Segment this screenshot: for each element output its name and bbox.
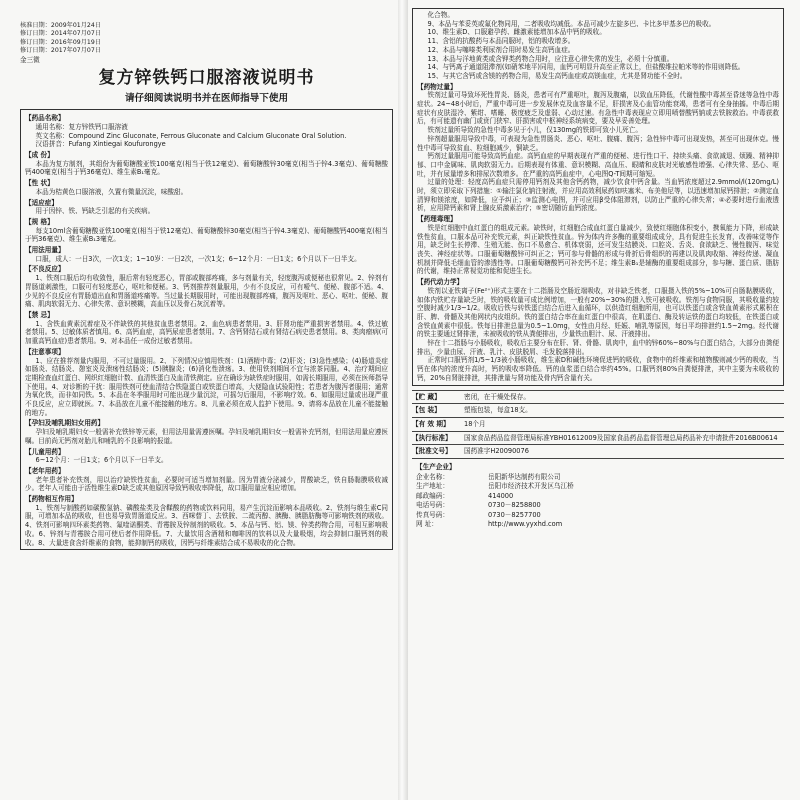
section-paragraph: 铁剂以亚铁离子(Fe²⁺)形式主要在十二指肠及空肠近端吸收，对非缺乏铁者，口服摄入铁的5%~10%可自肠黏膜吸收，如体内铁贮存量缺乏时，铁的吸收量可成比例增加，一般有20%~30%的摄入铁可被吸收。铁剂与食物同服，其吸收量约较空腹时减少1/3~1/2。吸收后铁与转铁蛋白结合后进入血循环，以供造红细胞所用，也可以铁蛋白或含铁血黄素形式累积在肝、脾、骨髓及其他网状内皮组织。铁的蛋白结合率在血红蛋白中很高，在肌蛋白、酶及转运铁的蛋白均较低，在铁蛋白或含铁血黄素中很低。铁每日排泄总量为0.5~1.0mg，女性由月经、妊娠、哺乳等原因，每日平均排泄约1.5~2mg。经代谢的铁主要通过肾排泄，未被吸收的铁从粪便排出，少量铁由胆汁、尿、汗液排出。 xyxy=(417,286,779,339)
meta-row xyxy=(412,418,784,432)
section-title: 【药代动力学】 xyxy=(417,278,464,287)
section-paragraph: 用于因锌、铁、钙缺乏引起的有关疾病。 xyxy=(35,207,155,216)
section-paragraph: 9、本品与苯妥英或氟化物同用，二者吸收均减低。本品可减少左旋多巴、卡比多甲基多巴的吸收。 xyxy=(427,19,716,28)
trademark: 金三微 xyxy=(20,56,40,65)
section-paragraph: 每支10ml含葡萄糖酸亚铁100毫克(相当于铁12毫克)、葡萄糖酸锌30毫克(相当于锌4.3毫克)、葡萄糖酸钙400毫克(相当于钙36毫克)、维生素B₁3毫克。 xyxy=(25,226,388,244)
section-block xyxy=(25,114,388,149)
section-block xyxy=(25,218,388,244)
section-block xyxy=(25,311,388,346)
meta-value: 18个月 xyxy=(464,419,486,428)
section-block xyxy=(417,215,779,276)
section-paragraph: 铁剂过量所导致的急性中毒多见于小儿，仅130mg的铁即可致小儿死亡。 xyxy=(427,126,642,135)
meta-key: 【贮 藏】 xyxy=(412,392,441,401)
section-paragraph: 口服，成人：一日3次，一次1支；1~10岁：一日2次，一次1支；6~12个月：一日1支；6个月以下一日半支。 xyxy=(35,254,361,263)
section-title: 【药物过量】 xyxy=(417,82,457,91)
meta-key: 【有 效 期】 xyxy=(412,419,450,428)
meta-value: 国家食品药品监督管理局标准YBH01612009及国家食品药品监督管理总局药品补充申请批件2016B00614 xyxy=(464,433,778,442)
manufacturer-label: 【生产企业】 xyxy=(416,463,456,472)
section-paragraph: 12、本品与噻嗪类利尿剂合用时易发生高钙血症。 xyxy=(427,45,575,54)
section-block xyxy=(25,467,388,493)
section-paragraph: 锌剂超量服用导致中毒，可表现为急性胃肠炎、恶心、呕吐、腹痛、腹泻；急性锌中毒可出现发热，甚至可出现休克。慢性中毒可导致贫血、粒细胞减少，铜缺乏。 xyxy=(417,134,779,152)
section-paragraph: 13、本品与洋地黄类或含钾类药物合用时，应注意心律失常的发生，必须十分慎重。 xyxy=(427,54,674,63)
manufacturer-value: 414000 xyxy=(488,491,514,500)
section-paragraph: 本品为复方制剂，其组份为葡萄糖酸亚铁100毫克(相当于铁12毫克)、葡萄糖酸锌30毫克(相当于锌4.3毫克)、葡萄糖酸钙400毫克(相当于钙36毫克)、维生素B₁毫克。 xyxy=(25,159,388,177)
section-block xyxy=(25,199,388,216)
section-paragraph: 孕妇及哺乳期妇女一般需补充铁锌等元素，但用法用量需遵医嘱。孕妇及哺乳期妇女一般需补充钙剂，但用法用量应遵医嘱。目前尚无钙剂对胎儿和哺乳的不良影响的报道。 xyxy=(25,428,388,445)
manufacturer-block xyxy=(412,463,784,530)
document-title: 复方锌铁钙口服溶液说明书 xyxy=(98,68,315,89)
manufacturer-row xyxy=(416,501,784,511)
section-title: 【药物相互作用】 xyxy=(25,495,78,504)
section-paragraph: 老年患者补充铁剂，用以治疗缺铁性贫血，必要时可适当增加剂量。因为胃液分泌减少，胃酸缺乏，铁自肠黏膜吸收减少。老年人可能由于活性维生素D缺乏或其他原因导致钙吸收率降低，故口服用量应相应增加。 xyxy=(25,475,388,493)
section-paragraph: 1、铁剂口服后均有收敛性，服后常有轻度恶心，胃部或腹部疼痛，多与剂量有关，轻度腹泻或便秘也很常见。2、锌剂有胃肠道刺激性，口服可有轻度恶心，呕吐和便秘。3、钙剂推荐剂量服用，少有不良反应，可有嗳气、便秘、腹部不适。4、少见的不良反应有胃肠道出血和胃肠道疼痛等。当过量长期服用时，可能出现腹部疼痛，腹泻及呕吐、恶心、呕吐、便秘、腹痛、肌肉软弱无力、心律失常、意识模糊，高血压以及骨石灰沉着等。 xyxy=(25,274,388,309)
section-paragraph: 通用名称：复方锌铁钙口服溶液 xyxy=(35,122,128,131)
section-title: 【用法用量】 xyxy=(25,246,65,255)
page-fold xyxy=(398,0,408,800)
section-title: 【不良反应】 xyxy=(25,265,65,274)
meta-row xyxy=(412,404,784,418)
section-block xyxy=(25,179,388,196)
manufacturer-key: 传真号码： xyxy=(416,510,449,519)
section-paragraph: 1、应在推荐剂量内服用，不可过量服用。2、下列情况应慎用铁剂：(1)酒精中毒；(2)肝炎；(3)急性感染；(4)肠道炎症如肠炎、结肠炎、憩室炎及溃疡性结肠炎；(5)胰腺炎；(6)消化性溃疡。3、使用铁剂期间不宜与浓茶同服。4、治疗期间应定期检查血红蛋白、网织红细胞计数、血清铁蛋白及血清铁测定。应在确诊为缺铁症时服用，如需长期服用，必须在医师指导下使用。4、对诊断的干扰：服用铁剂可使血清结合铁隐蛋白或铁蛋白增高，大便隐血试验阳性；若患者为腹泻者服用；通常为氧化铁，而非如同铁。5、本品在冬季服用时可能出现少量沉淀，可摇匀后服用，不影响疗效。6、如服用过量或出现严重不良反应，应立即就医。7、本品放在儿童不能接触的地方。8、儿童必须在成人监护下使用。9、请将本品放在儿童不能接触的地方。 xyxy=(25,356,388,417)
section-title: 【儿童用药】 xyxy=(25,447,65,456)
revision-line: 修订日期：2016年09月19日 xyxy=(20,38,101,46)
manufacturer-row xyxy=(416,473,784,483)
section-paragraph: 钙剂过量服用可能导致高钙血症。高钙血症的早期表现有严重的便秘、进行性口干、持续头痛、食欲减退、烦躁、精神抑郁、口中金属味、肌肉软弱无力。后期表现有体重、意识模糊、高血压、眼睛和皮肤对光敏感性增强、心律失常、恶心、呕吐，并有尿量增多和排尿次数增多。在严重的高钙血症中，心电图Q-T间期可缩短。 xyxy=(417,152,779,178)
section-paragraph: 1、含铁血黄素沉着症及不伴缺铁的其他贫血患者禁用。2、血色病患者禁用。3、肝肾功能严重损害者禁用。4、铁过敏者禁用。5、过敏体质者慎用。6、高钙血症，高钙尿症患者禁用。7、含钙肾结石或有肾结石病史患者禁用。8、类肉瘤病(可加重高钙血症)患者禁用。9、对本品任一成份过敏者禁用。 xyxy=(25,319,388,346)
section-paragraph: 6~12个月：一日1支；6个月以下一日半支。 xyxy=(35,456,168,465)
section-block xyxy=(25,246,388,263)
manufacturer-row xyxy=(416,492,784,502)
meta-row xyxy=(412,432,784,446)
section-block xyxy=(417,278,779,382)
meta-value: 密闭，在干燥处保存。 xyxy=(464,392,530,401)
manufacturer-row xyxy=(416,511,784,521)
section-paragraph: 10、维生素D、口服避孕药、雌激素能增加本品中钙的吸收。 xyxy=(427,28,606,37)
revision-line: 修订日期：2014年07月07日 xyxy=(20,30,101,38)
section-block xyxy=(25,419,388,445)
manufacturer-key: 企业名称： xyxy=(416,472,449,481)
section-title: 【老年用药】 xyxy=(25,466,65,475)
section-title: 【适应症】 xyxy=(25,198,58,207)
manufacturer-row xyxy=(416,520,784,530)
section-paragraph: 英文名称：Compound Zinc Gluconate, Ferrous Gluconate and Calcium Gluconate Oral Solution. xyxy=(35,131,347,140)
section-paragraph: 过量的处理：轻度高钙血症只需停用钙剂及其他含钙药物，减少饮食中钙含量。当血钙浓度超过2.9mmol/l(120mg/L)时，须立即采取下列措施：①输注氯化钠注射液，并应用高效利尿药如呋塞米、布美他尼等，以迅速增加尿钙排泄；②测定血清钾和镁浓度，如降低，应予纠正；③监测心电图，并可应用β受体阻滞剂，以防止严重的心律失常；④必要时进行血液透析，应用降钙素和肾上腺皮质激素治疗；⑤密切随访血钙浓度。 xyxy=(417,178,779,213)
manufacturer-key: 网 址： xyxy=(416,520,438,529)
section-block xyxy=(417,11,779,81)
section-block xyxy=(25,151,388,177)
meta-row xyxy=(412,391,784,405)
section-paragraph: 正常时口服钙剂1/5~1/3被小肠吸收，维生素D和碱性环境促进钙的吸收，食物中的纤维素和植物酸则减少钙的吸收，当钙在体内的浓度升高时，钙的吸收率降低。钙的血浆蛋白结合率约45%。口服钙剂80%自粪便排泄，其中主要为未吸收的钙，20%自肾脏排泄，其排泄量与肾功能及骨内钙含量有关。 xyxy=(417,356,779,382)
section-title: 【药理毒理】 xyxy=(417,215,457,224)
document-subtitle: 请仔细阅读说明书并在医师指导下使用 xyxy=(124,92,289,104)
section-block xyxy=(25,448,388,465)
section-paragraph: 1、铁剂与制酸药如碳酸氢钠、磷酸盐类及含鞣酸的药物或饮料同用，易产生沉淀而影响本品吸收。2、铁剂与维生素C同服，可增加本品的吸收，但也易导致胃肠道反应。3、西咪替丁、去铁胺、二巯丙醇、胰酶、胰脂肪酶等可影响铁剂的吸收。4、铁剂可影响四环素类药物、氟喹诺酮类、青霉胺及锌制剂的吸收。5、本品与钙、铝、镁、锌类药物合用，可相互影响吸收。6、锌剂与青霉胺合用可使后者作用降低。7、大量饮用含酒精和咖啡因的饮料以及大量吸烟，均会抑制口服钙剂的吸收。8、大量进食含纤维素的食物，能抑制钙的吸收，因钙与纤维素结合成不易吸收的化合物。 xyxy=(25,503,388,547)
meta-row xyxy=(412,445,784,459)
section-title: 【成 份】 xyxy=(25,151,54,160)
meta-key: 【包 装】 xyxy=(412,406,441,415)
manufacturer-value: 0730－8257700 xyxy=(488,510,541,519)
manufacturer-key: 生产地址： xyxy=(416,482,449,491)
revision-line: 核准日期：2009年01月24日 xyxy=(20,22,101,29)
section-paragraph: 15、与其它含钙或含镁的药物合用，易发生高钙血症或高镁血症，尤其是肾功能不全时。 xyxy=(427,71,687,80)
section-paragraph: 11、含铝的抗酸药与本品同服时，铝的吸收增多。 xyxy=(427,37,575,46)
manufacturer-value: 岳阳市经济技术开发区乌江桥 xyxy=(488,482,574,491)
section-title: 【规 格】 xyxy=(25,217,54,226)
revision-dates xyxy=(20,22,393,55)
section-paragraph: 14、与钙离子通道阻滞剂(如硝苯地平)同用，血钙可明显升高至正常以上，但盐酸维拉帕米等的作用则降低。 xyxy=(427,63,745,72)
meta-table xyxy=(412,390,784,460)
manufacturer-value: http://www.yyxhd.com xyxy=(488,520,563,529)
meta-key: 【批准文号】 xyxy=(412,447,452,456)
left-column xyxy=(20,0,393,800)
section-paragraph: 铁是红细胞中血红蛋白的组成元素。缺铁时，红细胞合成血红蛋白量减少，致使红细胞体积变小，携氧能力下降，形成缺铁性贫血，口服本品可补充铁元素，纠正缺铁性贫血。锌为体内许多酶的重要组成成分，具有促进生长发育，改善味觉等作用，缺乏时生长停滞、生殖无能、伤口不易愈合、机体衰弱，还可发生结膜炎、口腔炎、舌炎、食欲缺乏、慢性腹泻、味觉丧失、神经症状等。口服葡萄糖酸锌可纠正之；钙可参与骨骼的形成与骨折后骨组织的再建以及肌肉收缩、神经传递、凝血机制并降低毛细血管的渗透性等。口服葡萄糖酸钙可补充钙不足；维生素B₁是辅酶的重要组成部分，参与糖、蛋白质、脂肪的代谢，维持正常视觉功能和促进生长。 xyxy=(417,223,779,276)
section-paragraph: 化合物。 xyxy=(427,11,454,19)
section-title: 【孕妇及哺乳期妇女用药】 xyxy=(25,419,105,428)
manufacturer-key: 邮政编码： xyxy=(416,491,449,500)
section-paragraph: 汉语拼音：Fufang Xintiegai Koufurongye xyxy=(35,140,166,149)
section-block xyxy=(25,265,388,309)
revision-line: 修订日期：2017年07月07日 xyxy=(20,47,101,55)
section-paragraph: 铁剂过量可导致坏死性胃炎、肠炎，患者可有严重呕吐，腹泻及腹痛，以致血压降低，代谢性酸中毒甚至昏迷等急性中毒症状。24~48小时后，严重中毒可进一步发展休克及血容量不足，肝损害及心血管功能衰竭，患者可有全身抽搐。中毒后期症状有皮肤湿冷、紫绀、嗜睡、极度疲乏及虚弱、心动过速。有急性中毒表现应立即用喷替酸钙钠或去铁胺救治。中毒获救后，有可能遗有幽门或贲门狭窄、肝损害或中枢神经系统病变，要及早妥善处理。 xyxy=(417,91,779,126)
manufacturer-value: 0730－8258800 xyxy=(488,501,541,510)
meta-key: 【执行标准】 xyxy=(412,433,452,442)
manufacturer-key: 电话号码： xyxy=(416,501,449,510)
section-title: 【注意事项】 xyxy=(25,347,65,356)
section-title: 【药品名称】 xyxy=(25,114,65,123)
section-block xyxy=(417,83,779,214)
section-title: 【性 状】 xyxy=(25,179,54,188)
section-block xyxy=(25,348,388,418)
section-paragraph: 本品为桔黄色口服溶液，久置有微量沉淀，味酸甜。 xyxy=(35,187,188,196)
left-sections-frame xyxy=(20,109,393,550)
section-block xyxy=(25,495,388,547)
section-title: 【禁 忌】 xyxy=(25,311,54,319)
right-sections-frame xyxy=(412,8,784,386)
meta-value: 塑瓶包装，每盒18支。 xyxy=(464,406,532,415)
manufacturer-rows xyxy=(416,473,784,530)
manufacturer-value: 岳阳新华达制药有限公司 xyxy=(488,472,561,481)
right-column xyxy=(412,0,784,800)
section-paragraph: 锌在十二指肠与小肠吸收，吸收后主要分布在肝、肾、骨骼、肌肉中，血中的锌60%~80%与白蛋白结合，大部分由粪便排出，少量由尿、汗液、乳汁、皮肤脱屑、毛发脱落排出。 xyxy=(417,339,779,356)
manufacturer-row xyxy=(416,482,784,492)
meta-value: 国药准字H20090076 xyxy=(464,447,529,456)
